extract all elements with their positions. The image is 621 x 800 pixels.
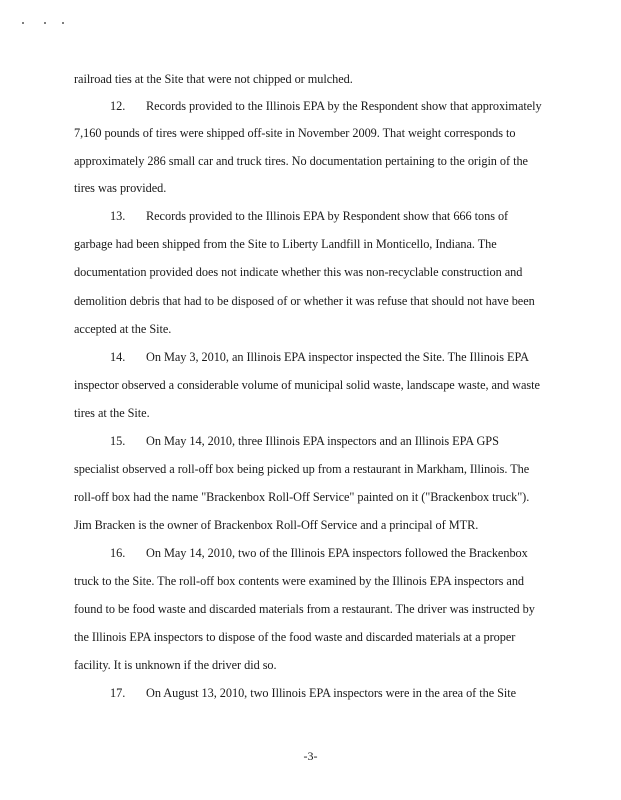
paragraph-16-first-line — [110, 546, 528, 560]
text-line: railroad ties at the Site that were not chipped or mulched. — [74, 72, 353, 86]
text-line: Records provided to the Illinois EPA by Respondent show that 666 tons of — [146, 209, 509, 223]
text-line: tires was provided. — [74, 181, 167, 195]
text-line: specialist observed a roll-off box being picked up from a restaurant in Markham, Illinois. The — [74, 462, 530, 476]
text-line: On August 13, 2010, two Illinois EPA inspectors were in the area of the Site — [146, 686, 517, 700]
scan-speck — [62, 22, 64, 24]
text-line: accepted at the Site. — [74, 322, 172, 336]
text-line: tires at the Site. — [74, 406, 150, 420]
text-line: garbage had been shipped from the Site to Liberty Landfill in Monticello, Indiana. The — [74, 237, 497, 251]
text-line: inspector observed a considerable volume of municipal solid waste, landscape waste, and waste — [74, 378, 540, 392]
paragraph-17-first-line — [110, 686, 516, 700]
text-line: roll-off box had the name "Brackenbox Roll-Off Service" painted on it ("Brackenbox truck"). — [74, 490, 530, 504]
text-line: truck to the Site. The roll-off box contents were examined by the Illinois EPA inspectors and — [74, 574, 525, 588]
text-line: demolition debris that had to be disposed of or whether it was refuse that should not have been — [74, 294, 535, 308]
paragraph-number: 16. — [110, 546, 126, 560]
text-line: Records provided to the Illinois EPA by the Respondent show that approximately — [146, 99, 542, 113]
text-line: facility. It is unknown if the driver did so. — [74, 658, 277, 672]
text-line: documentation provided does not indicate whether this was non-recyclable construction and — [74, 265, 523, 279]
paragraph-number: 13. — [110, 209, 126, 223]
text-line: On May 14, 2010, three Illinois EPA inspectors and an Illinois EPA GPS — [146, 434, 499, 448]
scan-speck — [22, 22, 24, 24]
paragraph-15-first-line — [110, 434, 499, 448]
text-line: the Illinois EPA inspectors to dispose of the food waste and discarded materials at a proper — [74, 630, 516, 644]
paragraph-14-first-line — [110, 350, 529, 364]
text-line: On May 3, 2010, an Illinois EPA inspector inspected the Site. The Illinois EPA — [146, 350, 529, 364]
paragraph-number: 12. — [110, 99, 126, 113]
paragraph-12-first-line — [110, 99, 542, 113]
scan-speck — [44, 22, 46, 24]
text-line: 7,160 pounds of tires were shipped off-site in November 2009. That weight corresponds to — [74, 126, 516, 140]
paragraph-number: 15. — [110, 434, 126, 448]
paragraph-13-first-line — [110, 209, 508, 223]
page-number: -3- — [303, 749, 318, 763]
text-line: On May 14, 2010, two of the Illinois EPA inspectors followed the Brackenbox — [146, 546, 528, 560]
paragraph-number: 17. — [110, 686, 126, 700]
text-line: found to be food waste and discarded materials from a restaurant. The driver was instructed by — [74, 602, 535, 616]
paragraph-number: 14. — [110, 350, 126, 364]
text-line: Jim Bracken is the owner of Brackenbox Roll-Off Service and a principal of MTR. — [74, 518, 479, 532]
text-line: approximately 286 small car and truck tires. No documentation pertaining to the origin of the — [74, 154, 528, 168]
